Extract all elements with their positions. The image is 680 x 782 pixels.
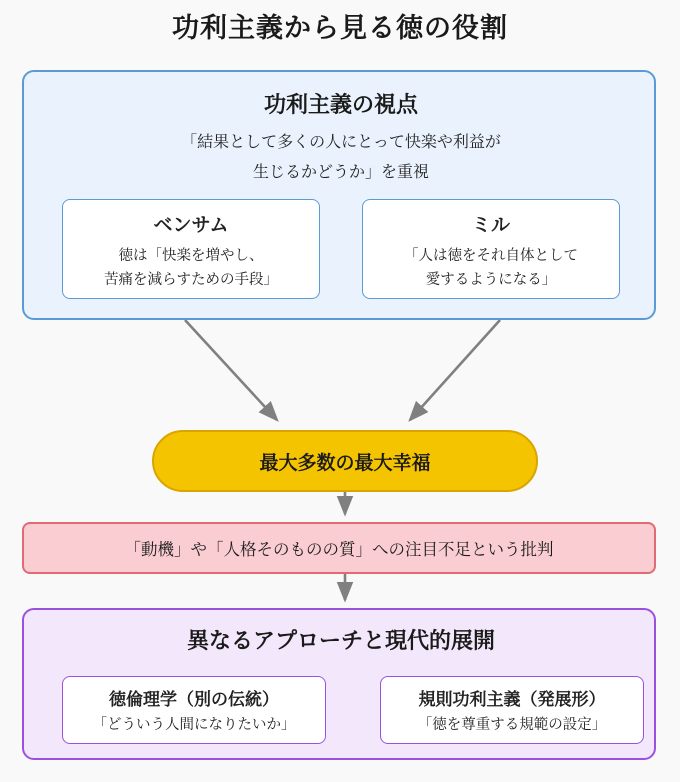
- bentham-card: [62, 199, 320, 299]
- arrow-bentham-to-happiness: [185, 320, 277, 420]
- arrow-mill-to-happiness: [410, 320, 500, 420]
- rule-utilitarianism-card-body: 「徳を尊重する規範の設定」: [417, 717, 607, 733]
- mill-body-line-2: 愛するようになる」: [425, 272, 557, 288]
- page-title: 功利主義から見る徳の役割: [172, 13, 508, 43]
- bentham-body-line-1: 徳は「快楽を増やし、: [118, 248, 264, 264]
- virtue-ethics-card-title: 徳倫理学（別の伝統）: [109, 690, 279, 709]
- utilitarian-subtitle-line-2: 生じるかどうか」を重視: [252, 164, 429, 181]
- utilitarian-subtitle-line-1: 「結果として多くの人にとって快楽や利益が: [181, 134, 501, 151]
- modern-approaches-panel: [22, 608, 656, 760]
- bentham-body-line-2: 苦痛を減らすための手段」: [104, 272, 278, 288]
- utilitarian-perspective-panel: [22, 70, 656, 320]
- mill-card: [362, 199, 620, 299]
- mill-card-title: ミル: [471, 215, 510, 236]
- modern-panel-title: 異なるアプローチと現代的展開: [186, 628, 495, 653]
- greatest-happiness-node: 最大多数の最大幸福: [152, 430, 538, 492]
- virtue-ethics-card-body: 「どういう人間になりたいか」: [92, 717, 296, 733]
- mill-body-line-1: 「人は徳をそれ自体として: [404, 248, 578, 264]
- bentham-card-title: ベンサム: [153, 215, 229, 236]
- rule-utilitarianism-card: [380, 676, 644, 744]
- rule-utilitarianism-card-title: 規則功利主義（発展形）: [418, 690, 606, 709]
- criticism-node: 「動機」や「人格そのものの質」への注目不足という批判: [22, 522, 656, 574]
- utilitarian-panel-subtitle: [24, 128, 658, 188]
- virtue-ethics-card: [62, 676, 326, 744]
- mill-card-body: [363, 244, 619, 292]
- utilitarian-panel-title: 功利主義の視点: [263, 92, 418, 117]
- bentham-card-body: [63, 244, 319, 292]
